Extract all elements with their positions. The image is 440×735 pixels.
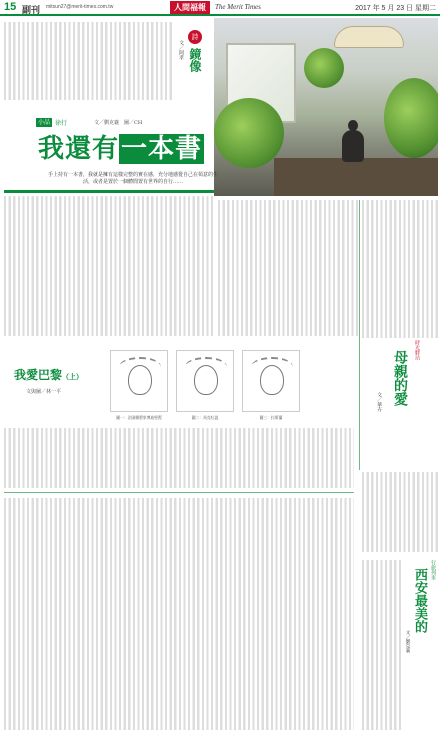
mother-body [362,200,438,338]
feature-body [218,200,358,336]
poem-section [4,20,214,116]
poem-title: 鏡像 [188,48,202,72]
paris-title-text: 我愛巴黎 [14,368,63,382]
paris-body [4,428,354,488]
masthead [0,0,440,16]
caption-3: 圖三：拉斯蘭 [259,415,283,420]
portrait-third [242,350,300,412]
newspaper-logo-en: The Merit Times [215,3,261,11]
portrait-face [260,365,284,395]
column-badge: 小品 [38,119,51,126]
column-name: 徐行 [55,120,68,127]
section-name: 副刊 [22,5,41,15]
paris-header [4,340,104,410]
xian-title: 西安最美的 [412,568,427,633]
feature-title [38,128,204,165]
mother-header [360,340,438,470]
caption-1: 圖一：法國雕塑家博迪聖賢 [116,415,162,420]
feature-title-b: 一本書 [121,134,203,164]
contact-email: mitsun27@merit-times.com.tw [46,4,114,10]
portrait-face [194,365,218,395]
xian-author: 文／劉克襄 [405,630,410,653]
portrait-twain [176,350,234,412]
caption-2: 圖二：馬克吐溫 [191,415,219,420]
portrait-bartholdi [110,350,168,412]
photo-reader [342,130,364,162]
xian-body [362,560,402,730]
photo-desk [274,158,438,196]
poem-badge: 詩 [188,30,202,44]
paris-title-part: （上） [62,372,84,381]
photo-plant [304,48,344,88]
paris-body [4,498,354,730]
reading-room-photo [214,18,438,196]
photo-plant [384,78,438,158]
divider [4,190,214,193]
feature-body [4,196,214,336]
page-number: 15 [4,1,17,13]
issue-date: 2017 年 5 月 23 日 星期二 [355,5,436,12]
feature-byline: 文／劉克襄 圖／CH [94,120,143,126]
photo-lamp [334,26,404,48]
feature-title-a: 我還有 [38,134,120,164]
xian-header [404,560,438,680]
mother-column-name: 時光驛站 [414,340,420,360]
xian-column-name: 行旅列車 [430,560,436,580]
paris-byline: 文與圖／林一平 [26,389,62,395]
portrait-face [128,365,152,395]
mother-author: 文／華卉 [376,392,382,412]
poem-author: 文／阿孝 [178,40,184,60]
feature-subtitle: 手上持有一本書，我就是擁有這樣完整的實在感，充分地感覺自己在領意的生活，或者是置於一個體閒置有世界的自行…… [48,172,219,185]
newspaper-logo: 人間福報 [170,1,210,14]
poem-text [4,22,174,100]
mother-body [362,472,438,552]
mother-title: 母親的愛 [392,350,408,406]
paris-title [14,366,83,383]
divider [4,492,354,493]
